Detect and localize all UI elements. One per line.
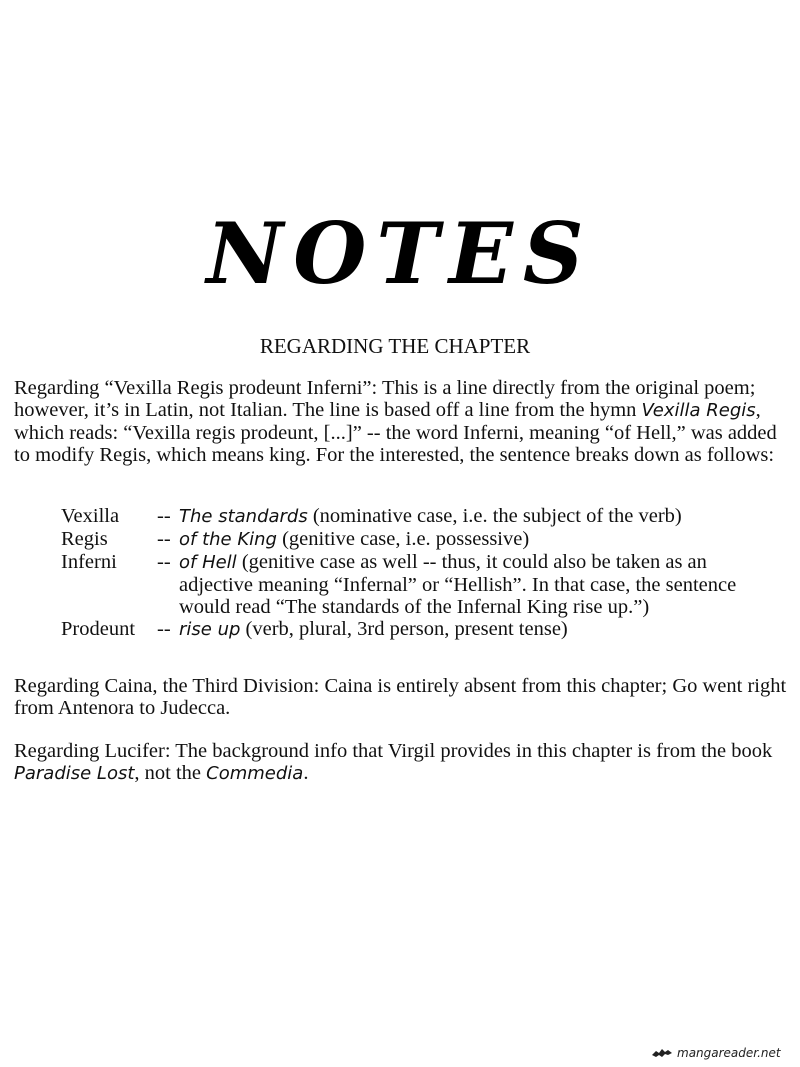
term-gloss: The standards xyxy=(179,506,308,527)
book-title-paradise-lost: Paradise Lost xyxy=(14,763,135,784)
section-heading: REGARDING THE CHAPTER xyxy=(259,334,531,358)
term-definition xyxy=(179,528,781,551)
dragon-icon xyxy=(651,1047,673,1059)
term-note: (genitive case as well -- thus, it could also be taken as an adjective meaning “Infernal” or “Hellish”. In that case, the sentence would read “The standards of the Infernal King rise up.”) xyxy=(179,551,737,618)
term-definition xyxy=(179,618,781,641)
breakdown-row xyxy=(61,618,781,641)
lucifer-text-mid: , not the xyxy=(134,762,207,784)
term-definition xyxy=(179,551,781,618)
lucifer-text-start: Regarding Lucifer: The background info that Virgil provides in this chapter is from the book xyxy=(14,740,773,762)
hymn-title: Vexilla Regis xyxy=(641,400,756,421)
breakdown-row xyxy=(61,551,781,618)
dash-separator: -- xyxy=(157,551,171,573)
term-gloss: rise up xyxy=(179,619,241,640)
caina-paragraph: Regarding Caina, the Third Division: Caina is entirely absent from this chapter; Go went right from Antenora to Judecca. xyxy=(14,675,787,719)
latin-term: Regis xyxy=(61,528,108,550)
book-title-commedia: Commedia xyxy=(206,763,304,784)
dash-separator: -- xyxy=(157,618,171,640)
lucifer-paragraph xyxy=(14,740,789,785)
term-note: (nominative case, i.e. the subject of the verb) xyxy=(307,505,682,527)
page-title: NOTES xyxy=(206,204,594,303)
latin-term: Prodeunt xyxy=(61,618,136,640)
latin-term: Vexilla xyxy=(61,505,120,527)
term-definition xyxy=(179,505,781,528)
term-gloss: of the King xyxy=(179,529,277,550)
dash-separator: -- xyxy=(157,505,171,527)
dash-separator: -- xyxy=(157,528,171,550)
watermark-text: mangareader.net xyxy=(677,1046,781,1060)
breakdown-row xyxy=(61,528,781,551)
watermark xyxy=(651,1046,781,1060)
term-gloss: of Hell xyxy=(179,552,237,573)
intro-paragraph xyxy=(14,377,789,466)
latin-term: Inferni xyxy=(61,551,117,573)
term-note: (verb, plural, 3rd person, present tense) xyxy=(240,618,568,640)
breakdown-row xyxy=(61,505,781,528)
lucifer-text-end: . xyxy=(303,762,309,784)
intro-text-end: , which reads: “Vexilla regis prodeunt, [...]” -- the word Inferni, meaning “of Hell,” was added to modify Regis, which means king. For the interested, the sentence breaks down as follows: xyxy=(14,399,777,466)
intro-text-start: Regarding “Vexilla Regis prodeunt Inferni”: This is a line directly from the original poem; however, it’s in Latin, not Italian. The line is based off a line from the hymn xyxy=(14,377,756,421)
term-note: (genitive case, i.e. possessive) xyxy=(276,528,530,550)
word-breakdown-list xyxy=(61,505,781,641)
